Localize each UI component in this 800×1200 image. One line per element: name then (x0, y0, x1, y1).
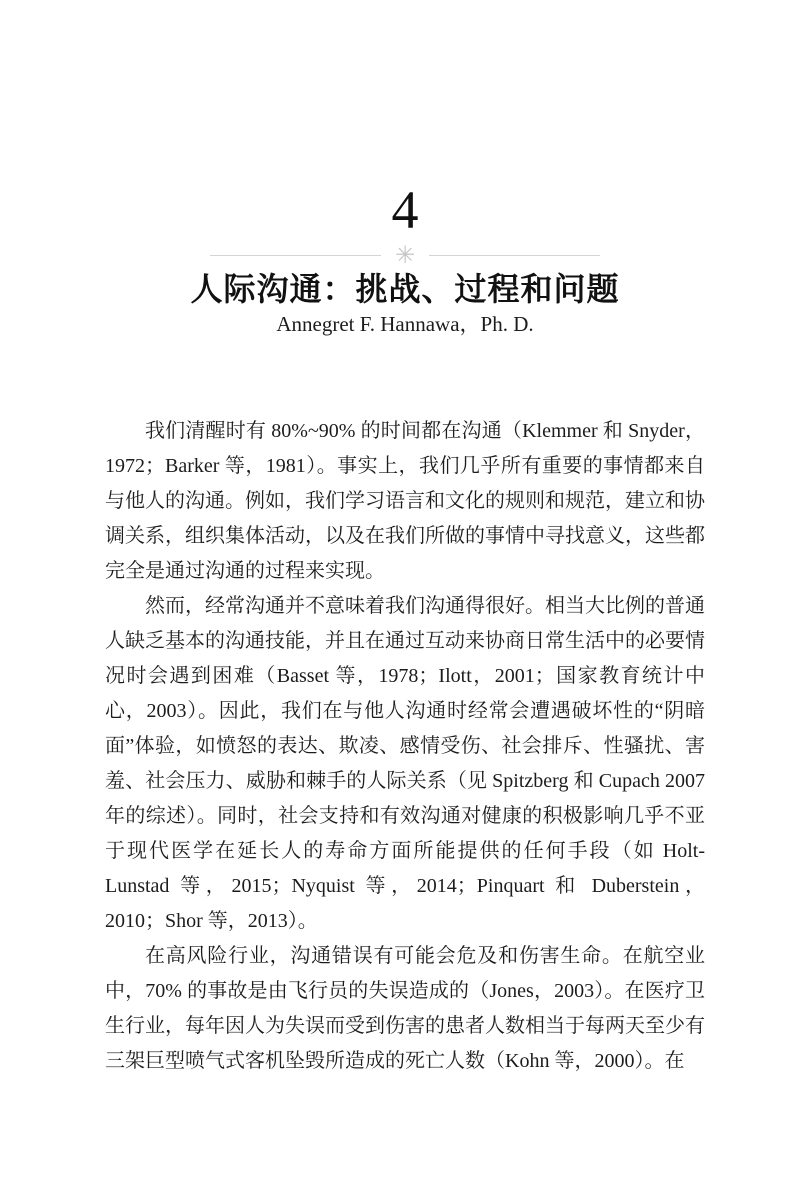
body-text (105, 414, 705, 1079)
chapter-title: 人际沟通：挑战、过程和问题 (190, 271, 620, 307)
chapter-author: Annegret F. Hannawa，Ph. D. (276, 312, 534, 336)
chapter-number: 4 (391, 180, 419, 240)
snowflake-ornament-icon: ✳ (394, 241, 416, 269)
chapter-ornament (105, 242, 705, 268)
paragraph-1: 我们清醒时有 80%~90% 的时间都在沟通（Klemmer 和 Snyder，1972；Barker 等，1981）。事实上，我们几乎所有重要的事情都来自与他人的沟通。例如，我们学习语言和文化的规则和规范，建立和协调关系，组织集体活动，以及在我们所做的事情中寻找意义，这些都完全是通过沟通的过程来实现。 (105, 420, 705, 582)
ornament-line-left (210, 255, 381, 256)
ornament-line-right (429, 255, 600, 256)
paragraph-3: 在高风险行业，沟通错误有可能会危及和伤害生命。在航空业中，70% 的事故是由飞行员的失误造成的（Jones，2003）。在医疗卫生行业，每年因人为失误而受到伤害的患者人数相当于每两天至少有三架巨型喷气式客机坠毁所造成的死亡人数（Kohn 等，2000）。在 (105, 945, 705, 1072)
paragraph-2: 然而，经常沟通并不意味着我们沟通得很好。相当大比例的普通人缺乏基本的沟通技能，并且在通过互动来协商日常生活中的必要情况时会遇到困难（Basset 等，1978；Ilott，2001；国家教育统计中心，2003）。因此，我们在与他人沟通时经常会遭遇破坏性的“阴暗面”体验，如愤怒的表达、欺凌、感情受伤、社会排斥、性骚扰、害羞、社会压力、威胁和棘手的人际关系（见 Spitzberg 和 Cupach 2007 年的综述）。同时，社会支持和有效沟通对健康的积极影响几乎不亚于现代医学在延长人的寿命方面所能提供的任何手段（如 Holt-Lunstad 等，2015；Nyquist 等，2014；Pinquart 和 Duberstein，2010；Shor 等，2013）。 (105, 595, 705, 932)
